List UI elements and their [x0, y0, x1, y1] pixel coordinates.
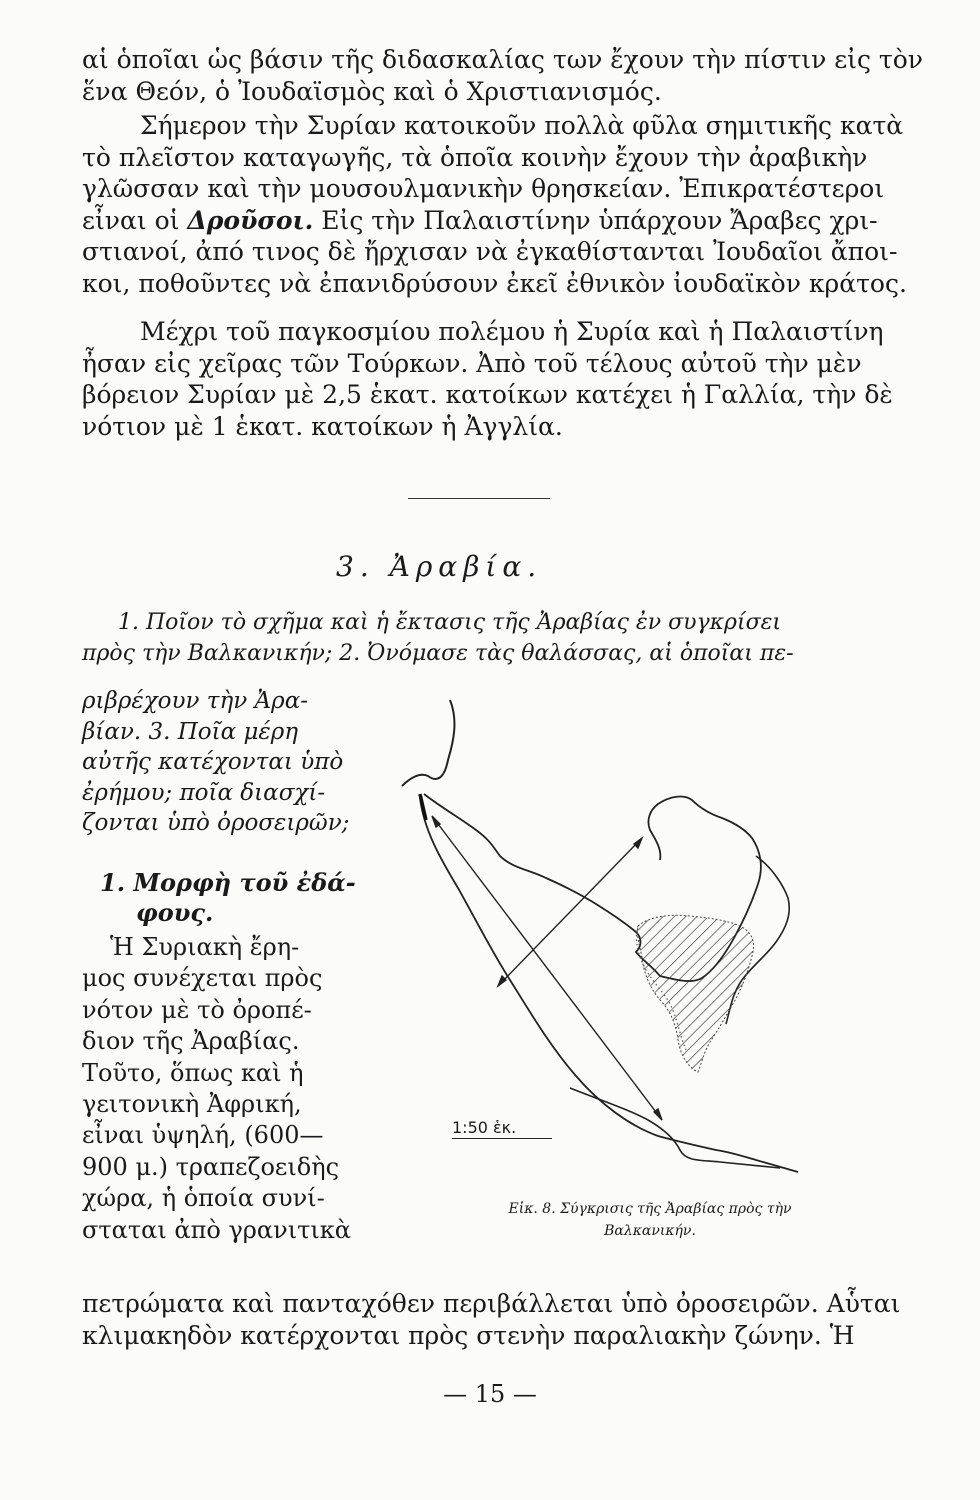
arrowhead: [654, 1109, 662, 1120]
text-line: τὸ πλεῖστον καταγωγῆς, τὰ ὁποῖα κοινὴν ἔχουν τὴν ἀραβικὴν: [82, 142, 868, 172]
text-line: κλιμακηδὸν κατέρχονται πρὸς στενὴν παραλιακὴν ζώνην. Ἡ: [82, 1321, 855, 1350]
measurement-arrows: [432, 816, 662, 1120]
text-line: μος συνέχεται πρὸς: [82, 964, 323, 993]
emphasis-druzes: Δροῦσοι.: [187, 205, 314, 235]
section-title: 3. Ἀραβία.: [336, 550, 543, 583]
caption-line: Εἰκ. 8. Σύγκρισις τῆς Ἀραβίας πρὸς τὴν: [508, 1201, 792, 1217]
text-line: κοι, ποθοῦντες νὰ ἐπανιδρύσουν ἐκεῖ ἐθνικὸν ἰουδαϊκὸν κράτος.: [82, 268, 907, 298]
text-line: ἦσαν εἰς χεῖρας τῶν Τούρκων. Ἀπὸ τοῦ τέλους αὐτοῦ τὴν μὲν: [82, 348, 862, 378]
paragraph-1: [82, 44, 924, 107]
text-line: 900 μ.) τραπεζοειδὴς: [82, 1152, 340, 1181]
questions-column: [82, 686, 372, 839]
caption-line: Βαλκανικήν.: [604, 1223, 696, 1239]
coastline-west: [402, 700, 454, 786]
paragraph-2: [82, 110, 907, 300]
arrowhead: [634, 838, 642, 848]
arrowhead: [432, 816, 440, 827]
paragraph-3: [82, 316, 893, 442]
desert-hatched-area: [637, 915, 753, 1072]
question-line: πρὸς τὴν Βαλκανικήν; 2. Ὀνόμασε τὰς θαλάσσας, αἱ ὁποῖαι πε-: [82, 640, 794, 666]
text-line: νότιον μὲ 1 ἑκατ. κατοίκων ἡ Ἀγγλία.: [82, 411, 563, 441]
question-line: βίαν. 3. Ποῖα μέρη: [82, 718, 299, 745]
text-line: [82, 205, 882, 237]
text-line: νότον μὲ τὸ ὀροπέ-: [82, 995, 312, 1024]
question-line: ριβρέχουν τὴν Ἀρα-: [82, 688, 308, 714]
arrow-long: [432, 816, 662, 1120]
text-line: Ἡ Συριακὴ ἔρη-: [110, 933, 300, 961]
questions-intro: [82, 608, 882, 669]
paragraph-bottom: [82, 1288, 902, 1352]
text-line: Σήμερον τὴν Συρίαν κατοικοῦν πολλὰ φῦλα σημιτικῆς κατὰ: [140, 111, 904, 140]
subheading: [100, 868, 356, 928]
figure-caption: [420, 1198, 880, 1242]
text-line: ἕνα Θεόν, ὁ Ἰουδαϊσμὸς καὶ ὁ Χριστιανισμός.: [82, 76, 662, 106]
question-line: ζονται ὑπὸ ὀροσειρῶν;: [82, 810, 350, 837]
coastline-south: [570, 1088, 780, 1168]
text-fragment: Εἰς τὴν Παλαιστίνην ὑπάρχουν Ἄραβες χρι-: [313, 205, 878, 235]
question-line: 1. Ποῖον τὸ σχῆμα καὶ ἡ ἔκτασις τῆς Ἀραβίας ἐν συγκρίσει: [118, 610, 782, 635]
question-line: αὐτῆς κατέχονται ὑπὸ: [82, 749, 344, 776]
text-line: γλῶσσαν καὶ τὴν μουσουλμανικὴν θρησκείαν. Ἐπικρατέστεροι: [82, 174, 885, 204]
section-divider: [408, 498, 550, 499]
text-line: Μέχρι τοῦ παγκοσμίου πολέμου ἡ Συρία καὶ ἡ Παλαιστίνη: [140, 317, 884, 346]
text-line: πετρώματα καὶ πανταχόθεν περιβάλλεται ὑπὸ ὀροσειρῶν. Αὗται: [82, 1289, 901, 1318]
text-line: διον τῆς Ἀραβίας.: [82, 1027, 300, 1056]
text-line: στιανοί, ἀπό τινος δὲ ἤρχισαν νὰ ἐγκαθίστανται Ἰουδαῖοι ἄποι-: [82, 237, 898, 267]
arrowhead: [498, 976, 506, 986]
page-number: — 15 —: [443, 1380, 537, 1408]
text-fragment: εἶναι οἱ: [82, 205, 188, 235]
text-line: Τοῦτο, ὅπως καὶ ἡ: [82, 1058, 304, 1087]
text-line: χώρα, ἡ ὁποία συνί-: [82, 1184, 325, 1213]
column-body: [82, 932, 372, 1246]
question-line: ἐρήμου; ποῖα διασχί-: [82, 779, 326, 806]
text-line: αἱ ὁποῖαι ὡς βάσιν τῆς διδασκαλίας των ἔχουν τὴν πίστιν εἰς τὸν: [82, 45, 924, 74]
text-line: βόρειον Συρίαν μὲ 2,5 ἑκατ. κατοίκων κατέχει ἡ Γαλλία, τὴν δὲ: [82, 380, 893, 410]
text-line: εἶναι ὑψηλή, (600—: [82, 1121, 324, 1150]
subheading-line: φους.: [136, 898, 214, 927]
text-line: σταται ἀπὸ γρανιτικὰ: [82, 1215, 352, 1244]
scale-label: 1:50 ἑκ.: [452, 1118, 552, 1139]
text-line: γειτονικὴ Ἀφρική,: [82, 1090, 302, 1119]
subheading-line: 1. Μορφὴ τοῦ ἐδά-: [100, 868, 356, 897]
arrow-cross: [498, 838, 642, 986]
